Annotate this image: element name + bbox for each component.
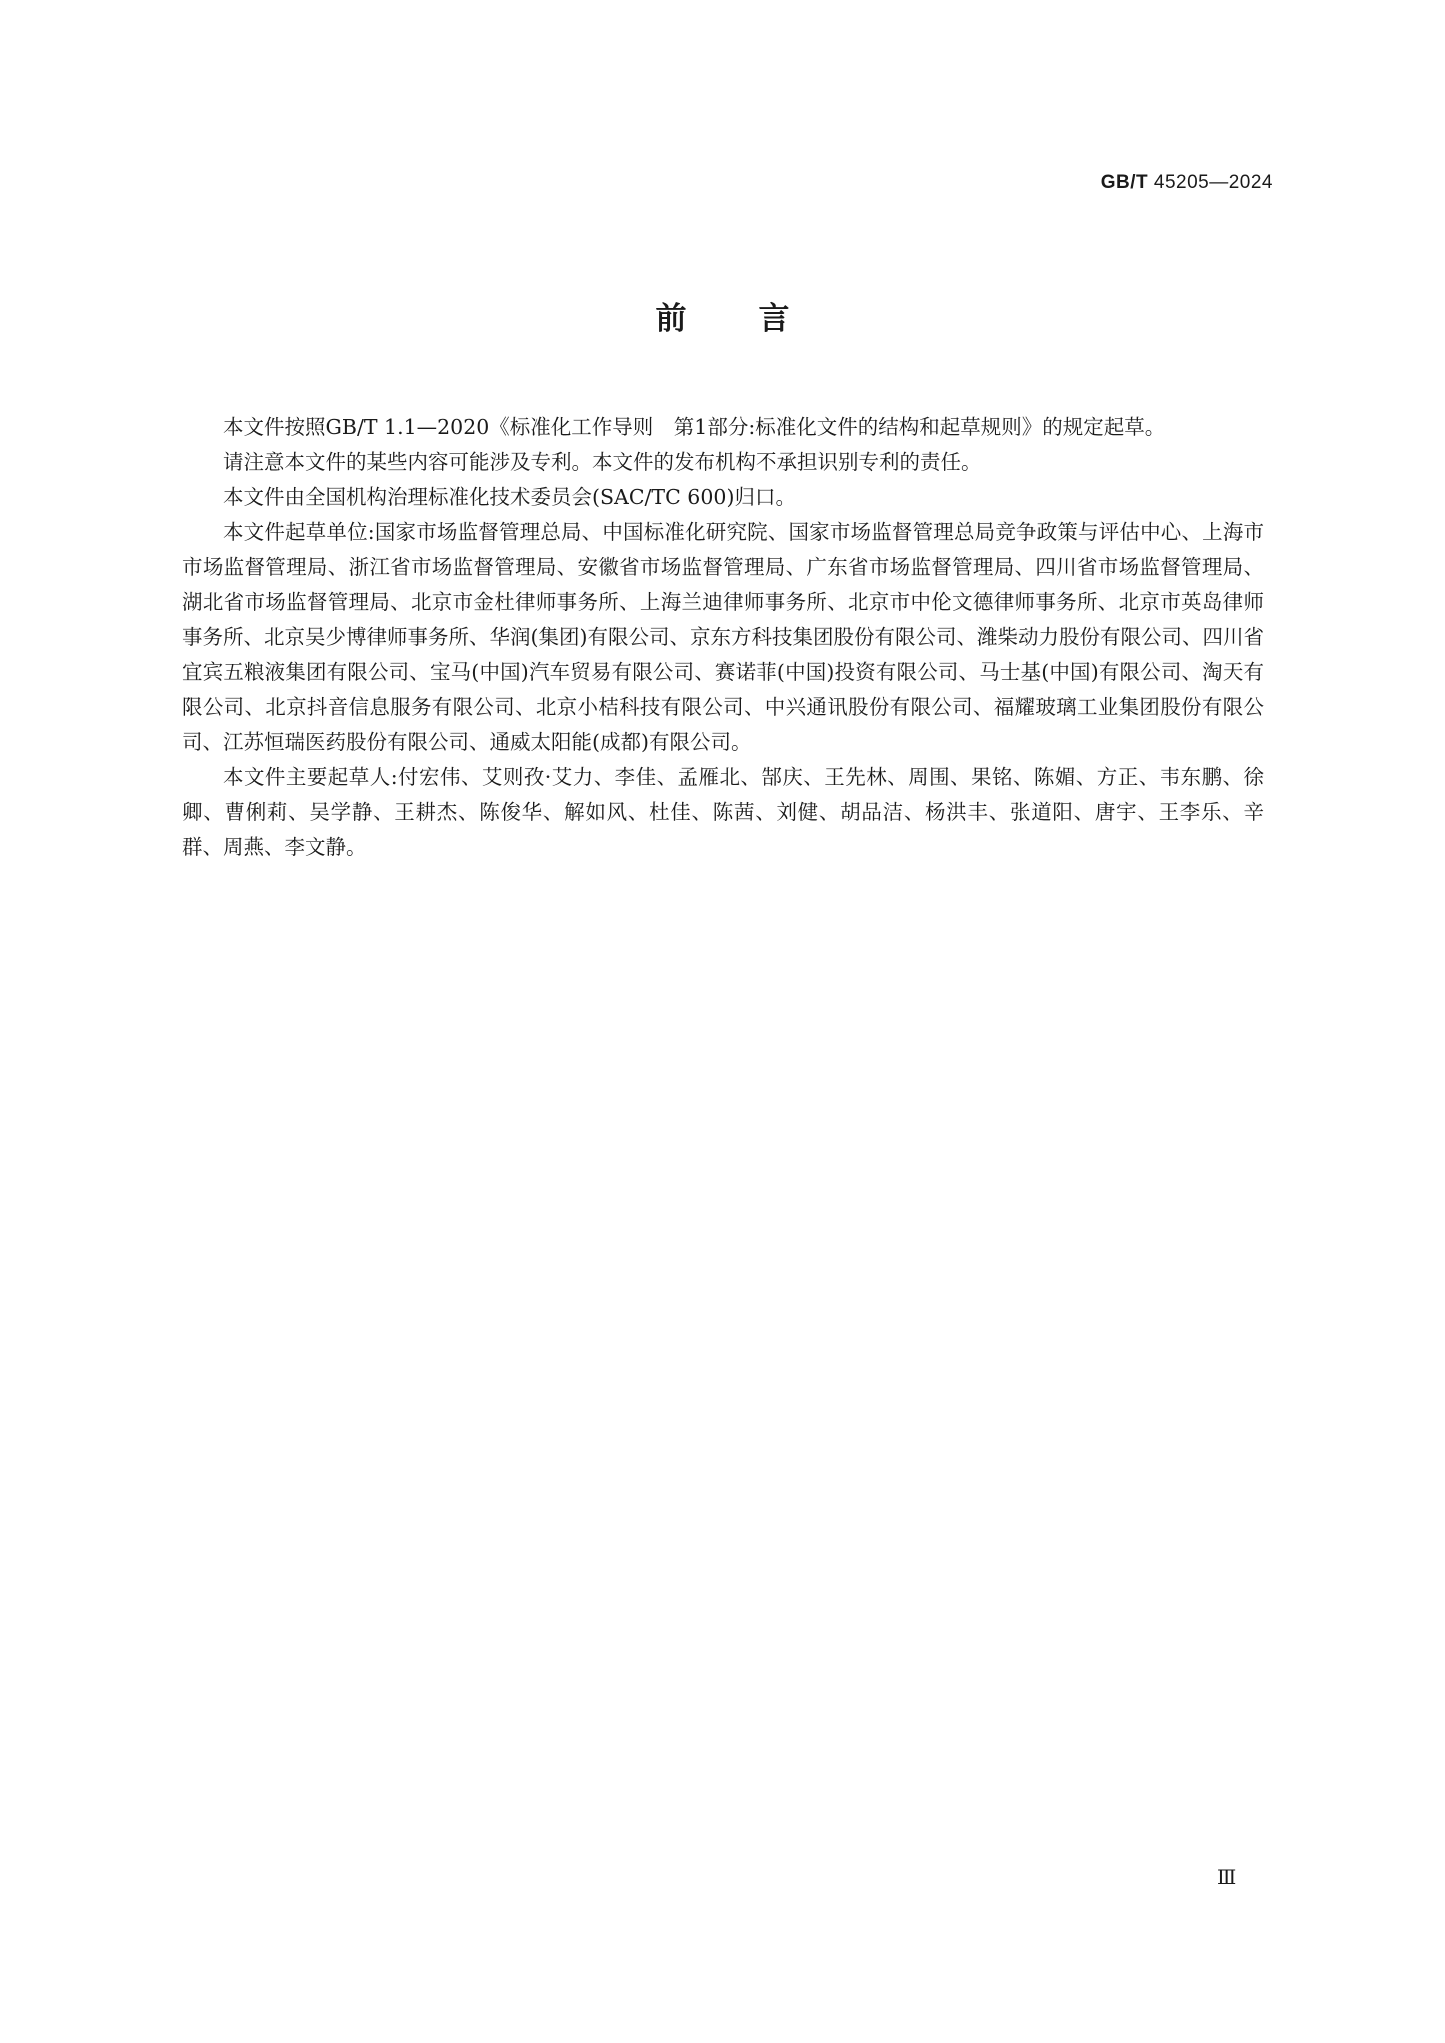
- page-number: Ⅲ: [1217, 1865, 1237, 1889]
- paragraph-drafting-rules: 本文件按照GB/T 1.1—2020《标准化工作导则 第1部分:标准化文件的结构和起草规则》的规定起草。: [223, 415, 1166, 439]
- foreword-body: [182, 410, 1264, 865]
- page-title: 前言: [655, 301, 862, 337]
- paragraph-patent-notice: 请注意本文件的某些内容可能涉及专利。本文件的发布机构不承担识别专利的责任。: [223, 450, 982, 474]
- standard-code: [1101, 172, 1273, 194]
- paragraph-drafters: 本文件主要起草人:付宏伟、艾则孜·艾力、李佳、孟雁北、郜庆、王先林、周围、果铭、陈媚、方正、韦东鹏、徐卿、曹俐莉、吴学静、王耕杰、陈俊华、解如风、杜佳、陈茜、刘健、胡品洁、杨洪丰、张道阳、唐宇、王李乐、辛群、周燕、李文静。: [182, 765, 1264, 859]
- standard-code-prefix: GB/T: [1100, 172, 1149, 193]
- standard-code-number: 45205—2024: [1148, 172, 1273, 193]
- paragraph-committee: 本文件由全国机构治理标准化技术委员会(SAC/TC 600)归口。: [223, 485, 796, 509]
- paragraph-drafting-units: 本文件起草单位:国家市场监督管理总局、中国标准化研究院、国家市场监督管理总局竞争政策与评估中心、上海市市场监督管理局、浙江省市场监督管理局、安徽省市场监督管理局、广东省市场监督管理局、四川省市场监督管理局、湖北省市场监督管理局、北京市金杜律师事务所、上海兰迪律师事务所、北京市中伦文德律师事务所、北京市英岛律师事务所、北京吴少博律师事务所、华润(集团)有限公司、京东方科技集团股份有限公司、潍柴动力股份有限公司、四川省宜宾五粮液集团有限公司、宝马(中国)汽车贸易有限公司、赛诺菲(中国)投资有限公司、马士基(中国)有限公司、淘天有限公司、北京抖音信息服务有限公司、北京小桔科技有限公司、中兴通讯股份有限公司、福耀玻璃工业集团股份有限公司、江苏恒瑞医药股份有限公司、通威太阳能(成都)有限公司。: [182, 520, 1264, 754]
